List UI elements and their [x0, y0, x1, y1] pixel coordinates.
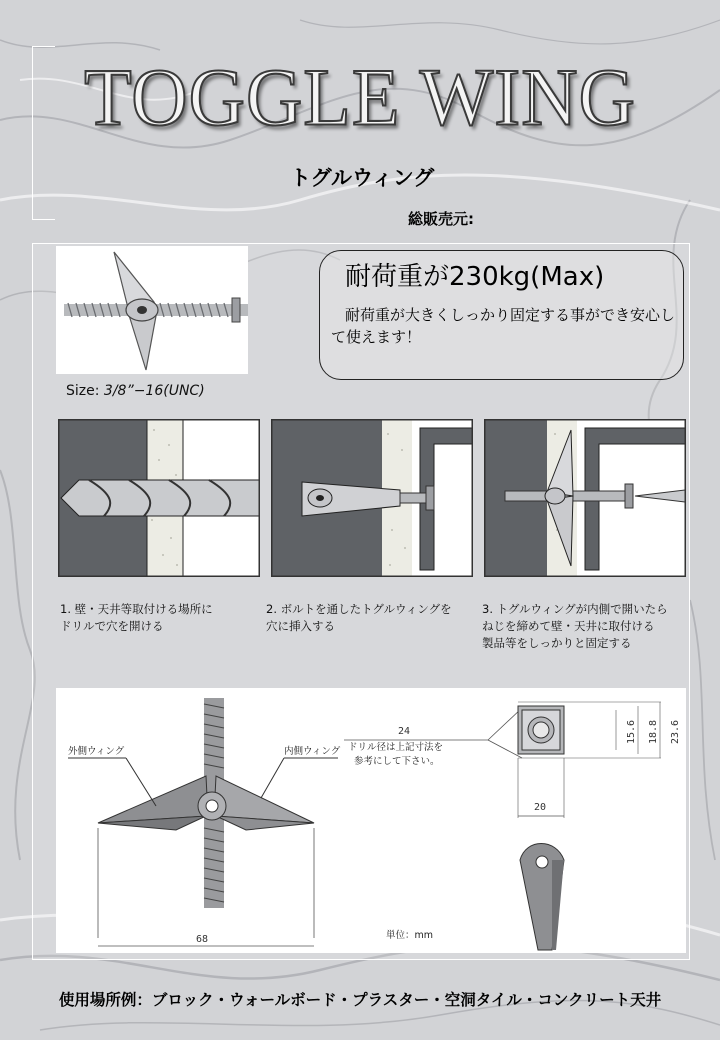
- dimension-18-8: 18.8: [648, 719, 659, 744]
- step-2-caption-text: 2. ボルトを通したトグルウィングを 穴に挿入する: [266, 602, 452, 633]
- outer-wing-label: 外側ウィング: [68, 746, 125, 757]
- step-2-illustration: [271, 419, 473, 577]
- width-dimension: 68: [196, 934, 209, 945]
- step-2-caption: [266, 601, 452, 635]
- inner-wing-label: 内側ウィング: [284, 746, 341, 757]
- dimension-23-6: 23.6: [670, 719, 681, 744]
- size-value: 3/8”−16(UNC): [103, 383, 205, 399]
- step-3-illustration: [484, 419, 686, 577]
- size-spec: [66, 383, 205, 399]
- step-1-illustration: [58, 419, 260, 577]
- drill-note-line-2: 参考にして下さい。: [354, 756, 440, 767]
- step-3-caption-text: 3. トグルウィングが内側で開いたら ねじを締めて壁・天井に取付ける 製品等をしっかりと固定する: [482, 602, 668, 650]
- step-3-caption: [482, 601, 668, 652]
- load-capacity-title: 耐荷重が230kg(Max): [345, 262, 605, 292]
- seller-label: 総販売元:: [408, 210, 474, 228]
- dimension-20: 20: [534, 802, 547, 813]
- step-1-caption-text: 1. 壁・天井等取付ける場所に ドリルで穴を開ける: [60, 602, 213, 633]
- product-photo: [56, 246, 248, 374]
- step-1-caption: [60, 601, 213, 635]
- unit-label: 単位：mm: [386, 930, 434, 941]
- size-label: Size:: [66, 383, 100, 399]
- dimension-24: 24: [398, 726, 411, 737]
- usage-examples: 使用場所例：ブロック・ウォールボード・プラスター・空洞タイル・コンクリート天井: [58, 991, 662, 1009]
- drill-note-line-1: ドリル径は上記寸法を: [348, 742, 444, 753]
- page-subtitle: トグルウィング: [290, 166, 435, 190]
- technical-drawing: [56, 688, 686, 953]
- page-title: TOGGLE WING: [84, 50, 636, 143]
- load-capacity-description: 耐荷重が大きくしっかり固定する事ができ安心して使えます！: [331, 306, 676, 346]
- dimension-15-6: 15.6: [626, 719, 637, 744]
